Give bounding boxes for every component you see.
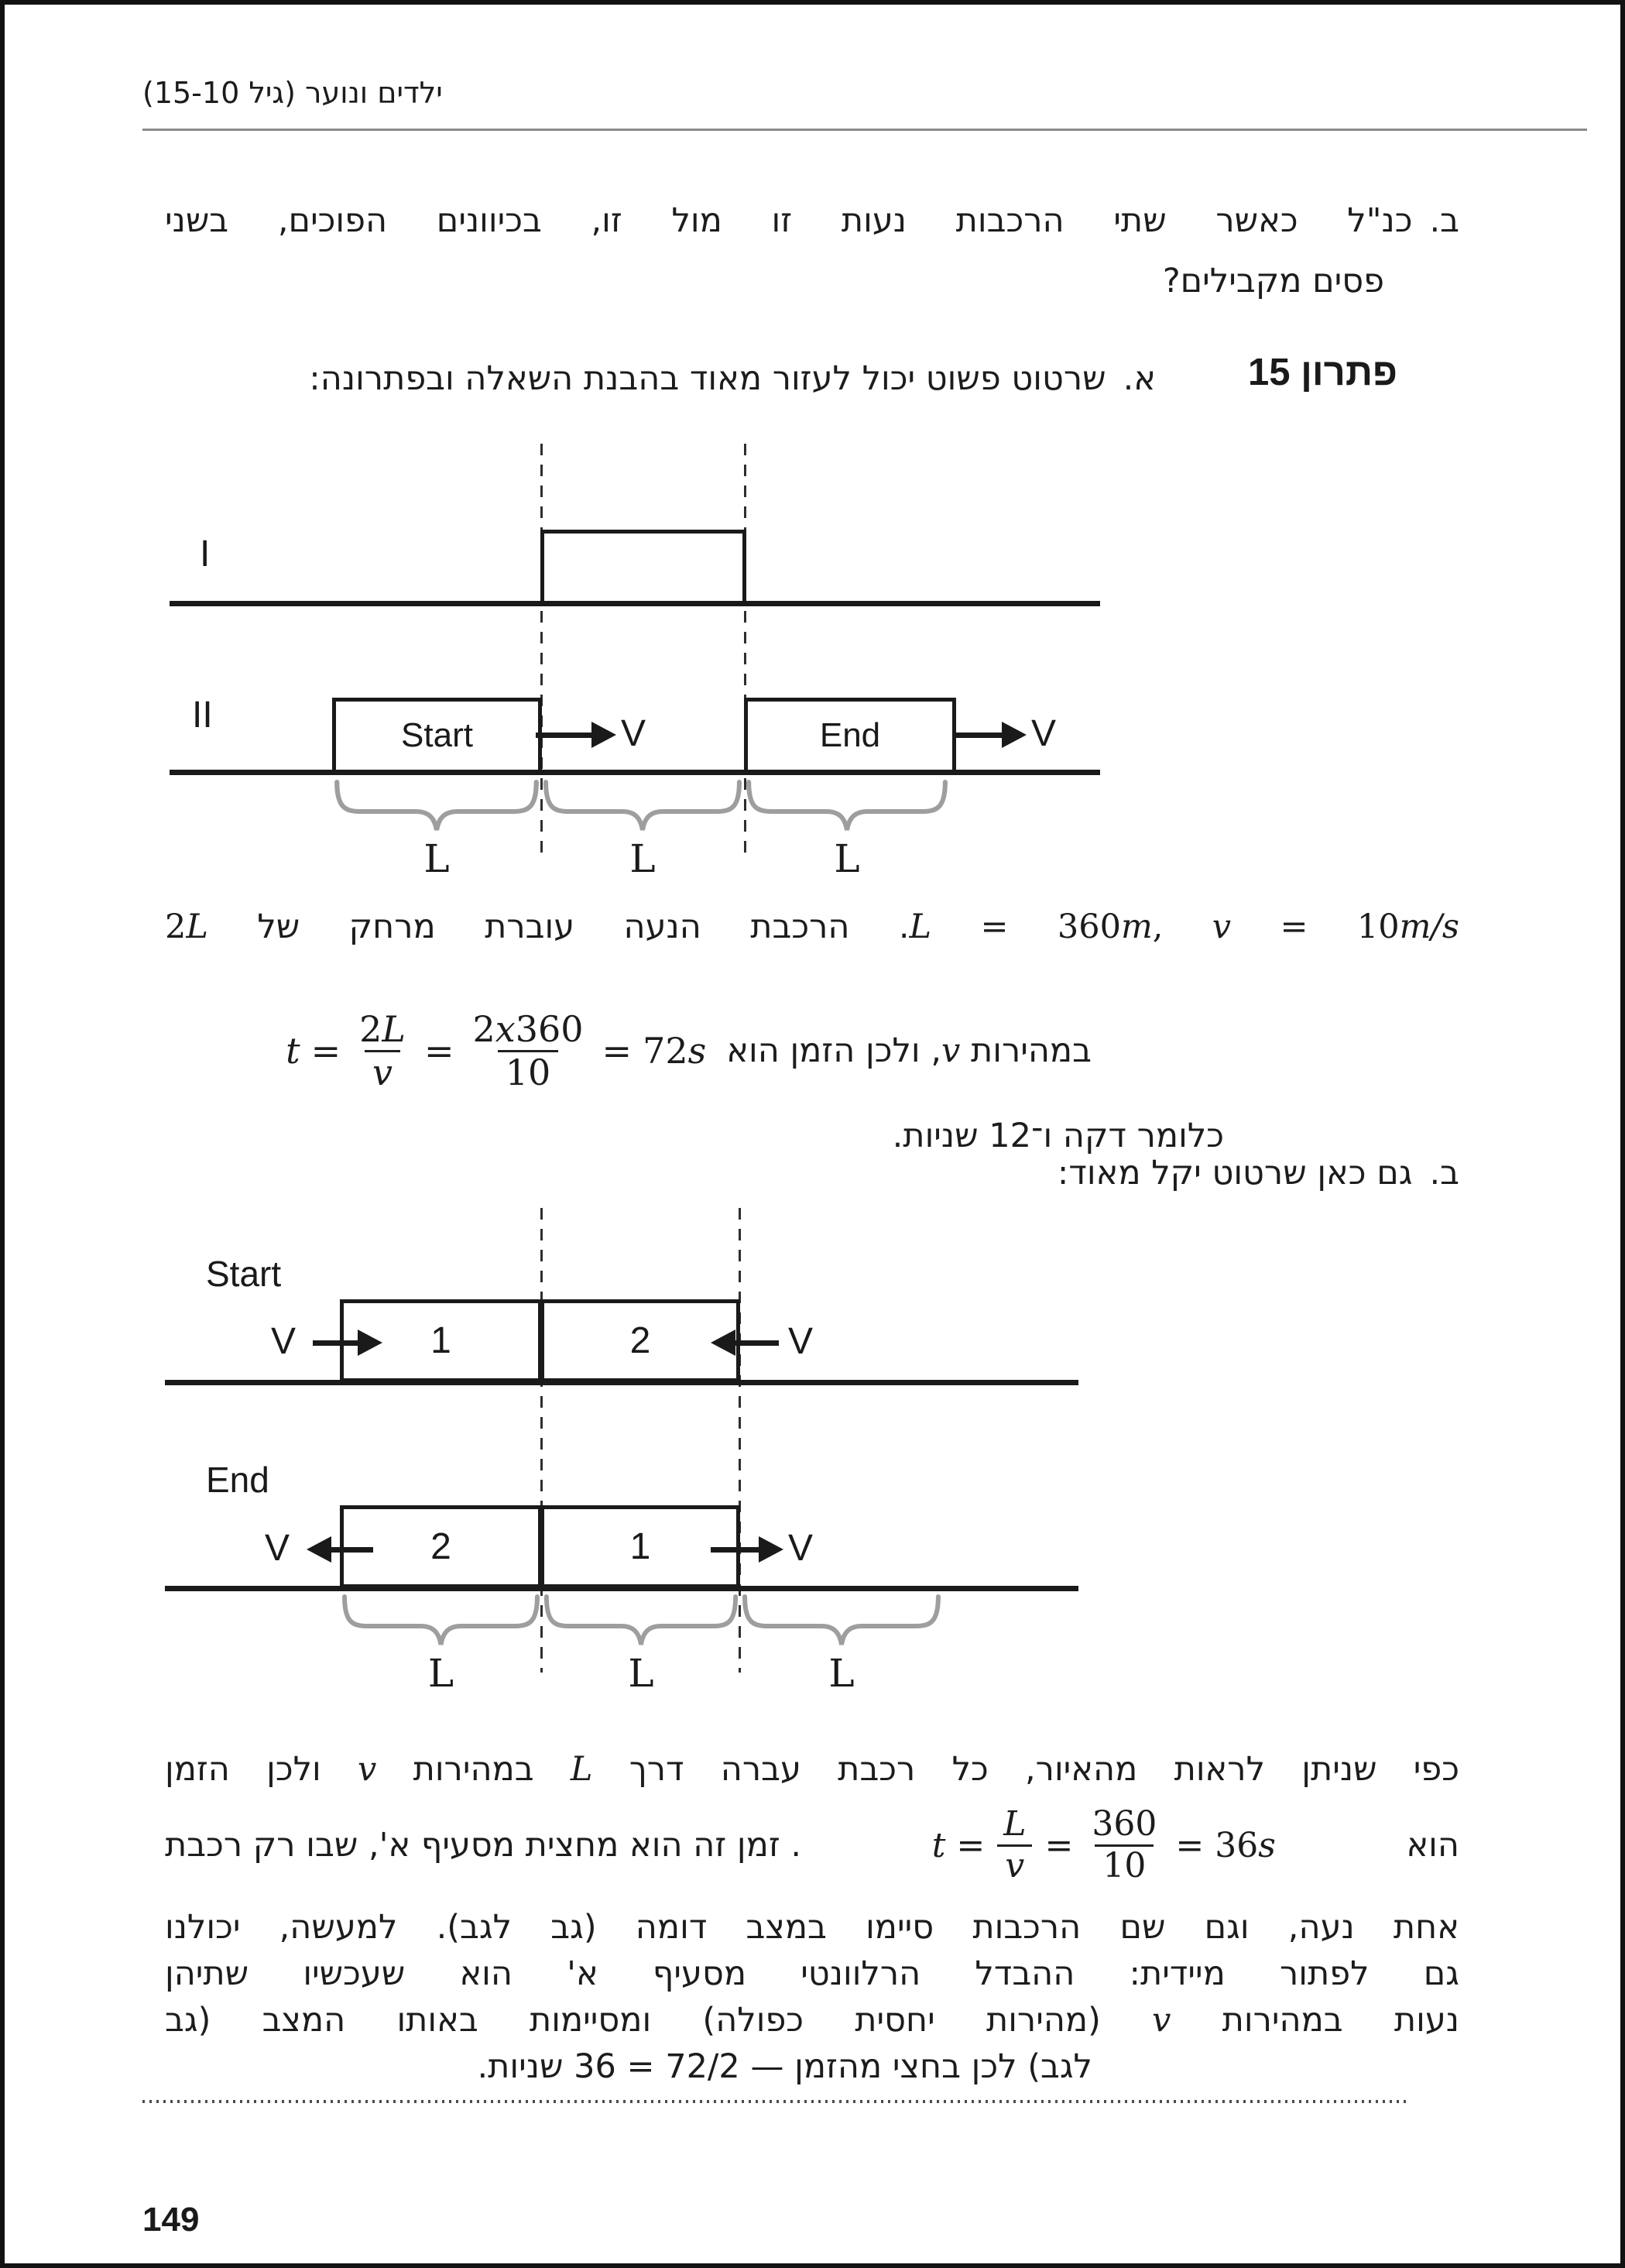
question-b-line1 [165,198,1459,243]
diagram1-v1-label: V [621,713,646,754]
eq2-num2-360: 360 [1092,1803,1157,1844]
diagram2-start-arrow-right-shaft [735,1340,779,1346]
diagram2-end-label: End [206,1460,269,1500]
eq2-equals-1: = [956,1825,986,1865]
para-b-line1-a: כפי שניתן לראות מהאיור, כל רכבת עברה דרך [592,1750,1460,1789]
para-a-line3: כלומר דקה ו־12 שניות. [892,1117,1224,1155]
diagram1-arrow2-shaft [952,733,1002,738]
eq-heb-a: במהירות [960,1031,1092,1070]
diagram2-brace-1-icon [340,1594,542,1648]
para-b-line1-v: v [358,1750,377,1789]
eq2-equals-3: = [1175,1825,1205,1865]
page-number: 149 [142,2201,200,2239]
eq2-den2-10: 10 [1095,1844,1154,1886]
solution-part-a-line [309,356,1156,401]
eq1-num1-L: L [382,1007,406,1050]
para-b-line2-pre: הוא [1406,1826,1459,1865]
diagram1-L-label-2: L [629,836,656,881]
diagram2-end-box-2: 2 [340,1505,542,1588]
diagram1-start-box: Start [332,698,542,774]
question-b-marker: ב. [1429,201,1459,240]
para-a-equation-line [286,993,1092,1109]
footer-dotted-rule [142,2100,1411,2103]
para-b-line3: אחת נעה, וגם שם הרכבות סיימו במצב דומה (גב לגב). למעשה, יכולנו [165,1908,1459,1947]
part-b-intro-line [165,1151,1459,1196]
eq2-res-s: s [1258,1825,1276,1865]
diagram2-start-box-2: 2 [540,1299,740,1382]
question-b-line2: פסים מקבילים? [1162,262,1384,300]
para-b-line2-post: . זמן זה הוא מחצית מסעיף א', שבו רק רכבת [165,1826,802,1865]
diagram2-L-label-2: L [628,1651,654,1696]
eq1-res-72: 72 [643,1030,688,1072]
equation-1 [286,1009,706,1093]
para-b-line1 [165,1747,1459,1792]
diagram1-brace-1-icon [332,779,541,833]
diagram2-end-arrow-right-icon [759,1536,783,1563]
diagram2-end-track [165,1586,1078,1591]
diagram1-track2 [170,770,1100,775]
para-a-line1 [165,904,1459,949]
math-ms: m/s [1399,908,1459,946]
diagram1-arrow1-right-icon [591,722,616,748]
diagram2-end-v-left: V [265,1528,290,1569]
eq2-result [1215,1826,1276,1865]
diagram2-start-box-1: 1 [340,1299,542,1382]
eq1-fraction-2 [465,1009,591,1093]
diagram2-start-label: Start [206,1254,282,1294]
diagram2-brace-2-icon [542,1594,740,1648]
diagram1-v2-label: V [1031,713,1057,754]
diagram1-L-label-1: L [423,836,450,881]
diagram1-arrow2-right-icon [1002,722,1027,748]
diagram2-start-v-right: V [788,1321,814,1362]
para-b-line4: גם לפתור מיידית: ההבדל הרלוונטי מסעיף א' הוא שעכשיו שתיהן [165,1954,1459,1993]
header-title: ילדים ונוער (גיל 15-10) [142,76,443,110]
diagram2-start-arrow-right-icon [358,1330,382,1356]
solution-title: פתרון 15 [1247,352,1397,393]
diagram1-arrow1-shaft [536,733,591,738]
eq1-t: t [286,1030,300,1072]
diagram2-start-v-left: V [271,1321,297,1362]
equation-2 [932,1805,1276,1885]
para-b-line5-a: נעות במהירות [1171,2001,1459,2040]
eq-heb-v: v [941,1031,961,1070]
math-2: 2 [165,908,187,946]
diagram2-start-track [165,1380,1078,1385]
eq1-num1-2: 2 [359,1007,382,1050]
diagram1-track2-label: II [192,695,213,736]
eq2-equals-2: = [1044,1825,1074,1865]
math-2L: L [186,908,208,946]
eq2-den1-v: v [997,1844,1032,1886]
eq1-den2-10: 10 [498,1050,559,1093]
eq2-num1-L: L [1003,1803,1027,1844]
diagram1-L-label-3: L [834,836,860,881]
para-b-line1-b: במהירות [376,1750,571,1789]
math-m: m [1120,908,1153,946]
eq1-result [643,1030,706,1072]
para-b-line6: לגב) לכן בחצי מהזמן — 72/2 = 36 שניות. [477,2047,1092,2086]
diagram2-L-label-3: L [828,1651,855,1696]
diagram1-train-box [540,530,746,605]
math-eq10: = 10 [1231,908,1400,946]
eq2-t: t [931,1825,946,1865]
eq1-num2-x: x [495,1007,516,1050]
diagram2-start-arrow-left-shaft [313,1340,358,1346]
header-rule [142,129,1587,131]
diagram2-end-arrow-right-shaft [711,1547,759,1553]
eq2-res-36: 36 [1215,1825,1259,1865]
para-a-eq-hebrew [726,1028,1092,1073]
math-eq360: = 360 [931,908,1121,946]
diagram2-end-box-1: 1 [540,1505,740,1588]
eq1-res-s: s [687,1030,707,1072]
para-b-line5 [165,1998,1459,2043]
diagram2-L-label-1: L [427,1651,454,1696]
para-b-line1-c: ולכן הזמן [165,1750,358,1789]
math-L: L [909,908,932,946]
diagram2-end-v-right: V [788,1528,814,1569]
eq2-fraction-2 [1084,1805,1164,1885]
eq1-equals-3: = [602,1030,633,1072]
eq-heb-b: , ולכן הזמן הוא [726,1031,941,1070]
diagram1-brace-3-icon [744,779,950,833]
diagram2-end-arrow-left-icon [307,1536,331,1563]
eq1-num2-360: 360 [515,1007,584,1050]
para-b-line5-b: (מהירות יחסית כפולה) ומסיימות באותו המצב (גב [165,2001,1153,2040]
eq1-fraction-1 [351,1009,413,1093]
diagram2-brace-3-icon [740,1594,943,1648]
math-v: v [1212,908,1232,946]
eq1-den1-v: v [365,1050,400,1093]
diagram1-track1 [170,601,1100,606]
part-a-marker: א. [1123,359,1156,398]
eq1-num2-2: 2 [472,1007,495,1050]
para-b-line1-L: L [570,1750,593,1789]
eq1-equals-1: = [310,1030,341,1072]
question-b-text: כנ"ל כאשר שתי הרכבות נעות זו מול זו, בכיוונים הפוכים, בשני [165,201,1413,240]
diagram1-track1-label: I [200,534,211,575]
para-a-line1-heb: . הרכבת הנעה עוברת מרחק של [207,908,910,946]
diagram2-start-arrow-left-icon [711,1330,735,1356]
diagram1-end-box: End [744,698,956,774]
diagram1-brace-2-icon [541,779,744,833]
math-comma: , [1152,908,1212,946]
para-b-line5-v: v [1152,2001,1171,2040]
part-a-text: שרטוט פשוט יכול לעזור מאוד בהבנת השאלה ובפתרונה: [309,359,1106,398]
eq1-equals-2: = [423,1030,454,1072]
para-b-line2 [165,1795,1459,1896]
eq2-fraction-1 [996,1805,1034,1885]
part-b-text: גם כאן שרטוט יקל מאוד: [1057,1154,1413,1192]
diagram2-end-arrow-left-shaft [331,1547,373,1553]
part-b-marker: ב. [1429,1154,1459,1192]
